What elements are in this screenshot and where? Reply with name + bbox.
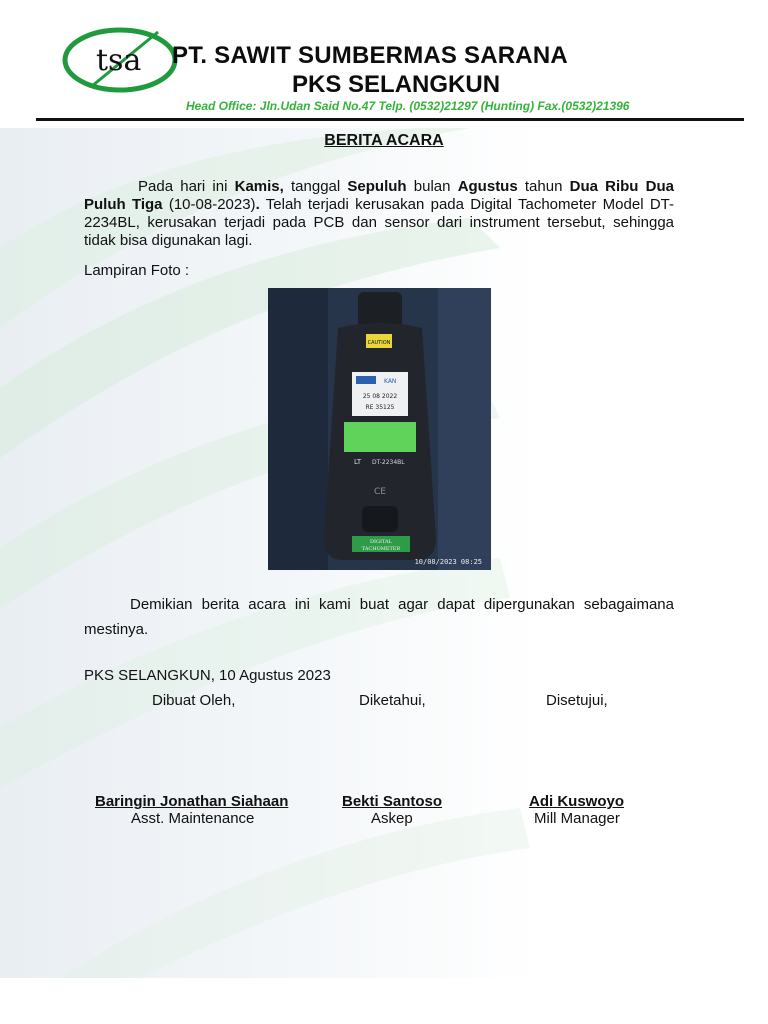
lcd-display bbox=[344, 422, 416, 452]
signatory-title-approved: Mill Manager bbox=[534, 810, 620, 827]
photo-sticker-line2: RE 35125 bbox=[365, 404, 395, 411]
photo-caution-text: CAUTION bbox=[367, 340, 391, 346]
para-text: tanggal bbox=[283, 178, 348, 195]
attachment-label: Lampiran Foto : bbox=[84, 262, 190, 279]
para-text: tahun bbox=[517, 178, 570, 195]
photo-label-line1: DIGITAL bbox=[370, 539, 392, 545]
company-name: PT. SAWIT SUMBERMAS SARANA bbox=[172, 42, 568, 69]
signature-role-acknowledged: Diketahui, bbox=[359, 692, 426, 709]
signature-role-approved: Disetujui, bbox=[546, 692, 608, 709]
para-text: bulan bbox=[406, 178, 458, 195]
closing-text: Demikian berita acara ini kami buat agar dapat dipergunakan sebagaimana mestinya. bbox=[84, 596, 674, 638]
photo-label-line2: TACHOMETER bbox=[361, 546, 401, 552]
logo-lettering: tsa bbox=[96, 43, 142, 78]
signatory-title-acknowledged: Askep bbox=[371, 810, 413, 827]
body-paragraph bbox=[84, 178, 674, 250]
photo-sticker-line1: 25 08 2022 bbox=[362, 393, 398, 400]
place-date: PKS SELANGKUN, 10 Agustus 2023 bbox=[84, 667, 331, 684]
photo-sticker-brand: KAN bbox=[384, 378, 397, 385]
company-unit: PKS SELANGKUN bbox=[292, 71, 501, 98]
photo-ce-mark: CE bbox=[374, 487, 386, 497]
para-period: . bbox=[255, 196, 260, 213]
para-text: (10-08-2023) bbox=[162, 196, 256, 213]
closing-paragraph bbox=[84, 592, 674, 642]
photo-model: DT-2234BL bbox=[372, 459, 405, 466]
para-year: Dua Ribu Dua Puluh Tiga bbox=[84, 178, 674, 213]
signatory-name-acknowledged: Bekti Santoso bbox=[342, 793, 443, 810]
para-day: Kamis, bbox=[234, 178, 284, 195]
signatory-name-approved: Adi Kuswoyo bbox=[529, 793, 625, 810]
photo-timestamp: 10/08/2023 08:25 bbox=[414, 558, 482, 566]
tachometer-photo bbox=[268, 288, 491, 570]
para-date: Sepuluh bbox=[347, 178, 407, 195]
signature-role-prepared: Dibuat Oleh, bbox=[152, 692, 236, 709]
para-month: Agustus bbox=[457, 178, 518, 195]
signatory-title-prepared: Asst. Maintenance bbox=[131, 810, 255, 827]
measure-button bbox=[362, 506, 398, 532]
header-divider bbox=[36, 118, 744, 121]
document-title: BERITA ACARA bbox=[324, 132, 444, 149]
para-text: Telah terjadi kerusakan pada Digital Tachometer Model DT-2234BL, kerusakan terjadi pada PCB dan sensor dari instrument tersebut, sehingga tidak bisa digunakan lagi. bbox=[84, 196, 674, 249]
company-logo bbox=[62, 26, 178, 94]
para-text: Pada hari ini bbox=[138, 178, 235, 195]
signatory-name-prepared: Baringin Jonathan Siahaan bbox=[95, 793, 289, 810]
head-office-address: Head Office: Jln.Udan Said No.47 Telp. (0532)21297 (Hunting) Fax.(0532)21396 bbox=[186, 99, 630, 113]
photo-brand: LT bbox=[354, 458, 362, 466]
